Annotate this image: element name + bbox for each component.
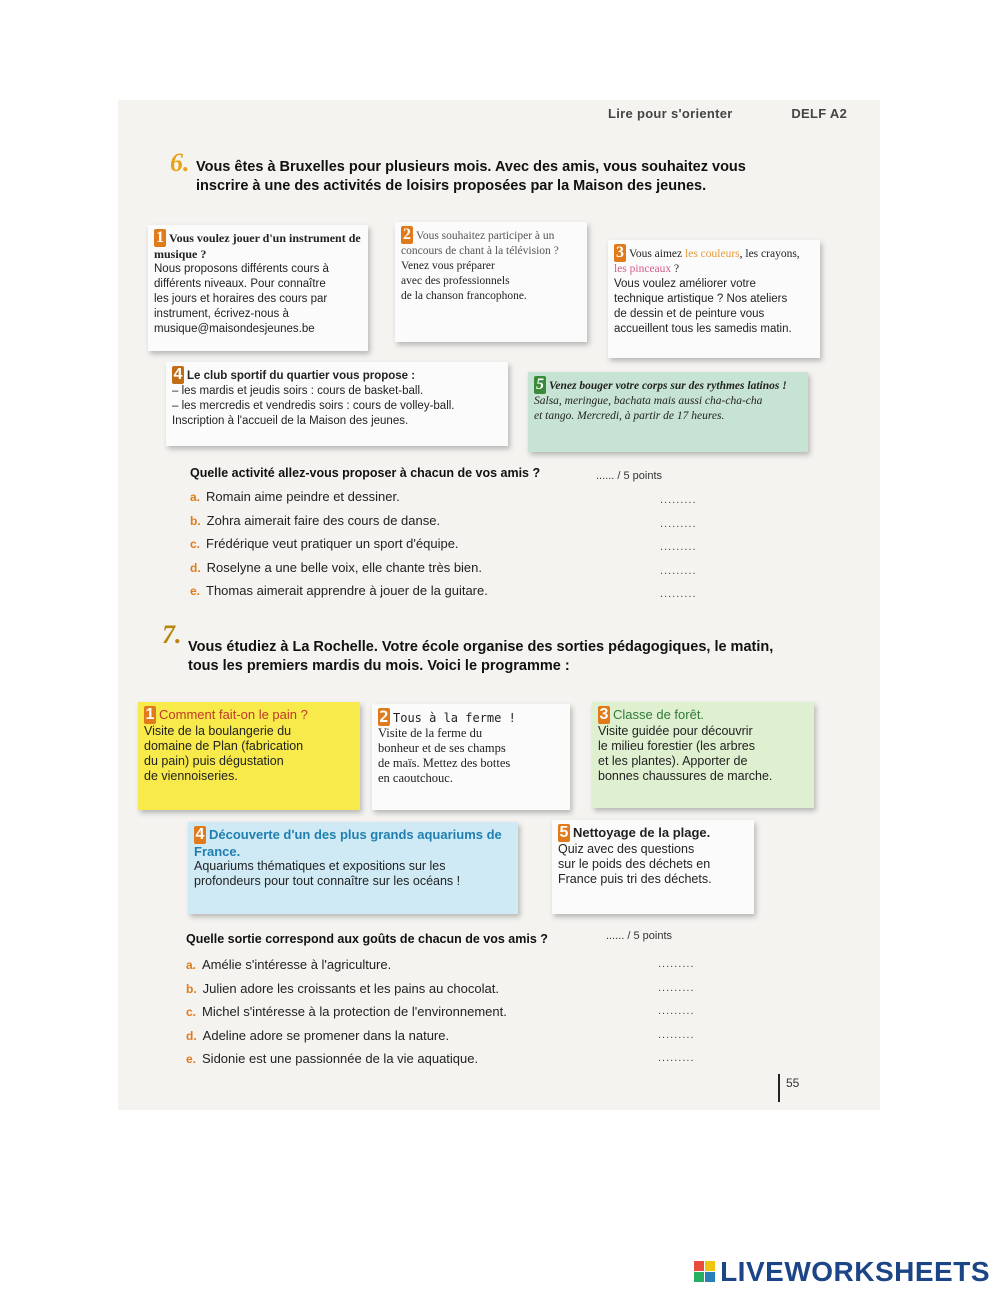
card-line: Salsa, meringue, bachata mais aussi cha-cha-cha xyxy=(534,395,763,407)
card-line: Visite de la ferme du xyxy=(378,726,483,740)
worksheet-page xyxy=(118,100,880,1110)
exercise-6-number: 6. xyxy=(170,148,190,177)
answer-blank[interactable]: ......... xyxy=(658,1028,695,1041)
item-letter: c. xyxy=(190,537,201,551)
card-line: – les mercredis et vendredis soirs : cours de volley-ball. xyxy=(172,400,455,412)
answer-blank[interactable]: ......... xyxy=(658,1052,695,1064)
card-title: Vous voulez jouer d'un instrument de musique ? xyxy=(154,231,361,261)
liveworksheets-logo: LIVEWORKSHEETS xyxy=(694,1256,990,1288)
card-number-badge: 2 xyxy=(379,707,389,726)
card-line: – les mardis et jeudis soirs : cours de basket-ball. xyxy=(172,385,424,397)
card-line: le milieu forestier (les arbres xyxy=(598,739,755,753)
item-letter: b. xyxy=(186,981,197,996)
card-line: avec des professionnels xyxy=(401,275,510,287)
ex6-card-1 xyxy=(148,225,368,351)
card-line: Inscription à l'accueil de la Maison des jeunes. xyxy=(172,415,409,427)
item-letter: d. xyxy=(186,1028,197,1043)
card-line: et les plantes). Apporter de xyxy=(598,754,748,768)
ex7-question: Quelle sortie correspond aux goûts de chacun de vos amis ? xyxy=(186,932,548,946)
list-item xyxy=(190,582,710,606)
card-line: Nous proposons différents cours à xyxy=(154,263,329,275)
card-title: Comment fait-on le pain ? xyxy=(159,707,308,722)
card-email: musique@maisondesjeunes.be xyxy=(154,323,315,335)
card-line: différents niveaux. Pour connaître xyxy=(154,278,326,290)
ex6-answer-list xyxy=(190,488,710,606)
list-item xyxy=(186,980,706,1004)
ex6-card-3 xyxy=(608,240,820,358)
card-title-part: ? xyxy=(671,263,680,275)
ex7-points: ...... / 5 points xyxy=(606,930,673,942)
running-header: Lire pour s'orienter DELF A2 xyxy=(608,106,848,121)
item-text: Romain aime peindre et dessiner. xyxy=(206,489,400,504)
card-title: Classe de forêt. xyxy=(613,707,705,722)
card-number-badge: 5 xyxy=(559,824,569,841)
item-text: Adeline adore se promener dans la nature. xyxy=(202,1027,450,1043)
answer-blank[interactable]: ......... xyxy=(660,494,697,506)
card-number-badge: 1 xyxy=(145,706,155,723)
item-letter: a. xyxy=(186,958,197,972)
page-number-divider xyxy=(778,1074,780,1102)
item-letter: e. xyxy=(186,1052,197,1066)
card-line: de viennoiseries. xyxy=(144,769,238,783)
card-title: Découverte d'un des plus grands aquariums de France. xyxy=(194,827,502,859)
card-line: en caoutchouc. xyxy=(378,771,453,785)
card-line: de dessin et de peinture vous xyxy=(614,308,765,320)
item-text: Roselyne a une belle voix, elle chante très bien. xyxy=(206,559,483,575)
card-line: technique artistique ? Nos ateliers xyxy=(614,293,788,305)
ex6-points: ...... / 5 points xyxy=(596,470,663,482)
item-letter: d. xyxy=(190,560,201,575)
card-number-badge: 2 xyxy=(403,226,411,243)
list-item xyxy=(186,1027,706,1051)
card-number-badge: 5 xyxy=(536,376,544,393)
answer-blank[interactable]: ......... xyxy=(658,981,695,994)
card-line: de la chanson francophone. xyxy=(401,290,527,302)
item-text: Amélie s'intéresse à l'agriculture. xyxy=(202,957,392,972)
card-line: accueillent tous les samedis matin. xyxy=(614,323,792,335)
list-item xyxy=(190,559,710,583)
page-number: 55 xyxy=(786,1076,800,1090)
item-letter: a. xyxy=(190,490,201,504)
answer-blank[interactable]: ......... xyxy=(660,588,697,600)
card-line: de maïs. Mettez des bottes xyxy=(378,756,511,770)
card-number-badge: 3 xyxy=(599,706,609,723)
card-line: Venez vous préparer xyxy=(401,260,495,272)
answer-blank[interactable]: ......... xyxy=(660,517,697,530)
card-title-part: , les crayons, xyxy=(739,248,800,260)
answer-blank[interactable]: ......... xyxy=(660,541,697,553)
item-text: Frédérique veut pratiquer un sport d'équipe. xyxy=(206,536,459,551)
card-line: Visite de la boulangerie du xyxy=(144,724,292,738)
item-text: Thomas aimerait apprendre à jouer de la guitare. xyxy=(206,583,488,598)
card-line: les jours et horaires des cours par xyxy=(154,293,328,305)
item-text: Sidonie est une passionnée de la vie aquatique. xyxy=(202,1051,479,1066)
card-line: domaine de Plan (fabrication xyxy=(144,739,304,753)
card-title: Venez bouger votre corps sur des rythmes latinos ! xyxy=(549,380,787,392)
liveworksheets-icon xyxy=(694,1261,716,1283)
card-title-part: Vous aimez xyxy=(629,248,686,260)
item-text: Julien adore les croissants et les pains au chocolat. xyxy=(202,980,499,996)
list-item xyxy=(190,535,710,559)
card-line: profondeurs pour tout connaître sur les océans ! xyxy=(194,874,461,888)
exercise-7-title: Vous étudiez à La Rochelle. Votre école organise des sorties pédagogiques, le matin, tous les premiers mardis du mois. Voici le programme : xyxy=(188,639,774,674)
list-item xyxy=(186,1003,706,1027)
card-line: Vous voulez améliorer votre xyxy=(614,278,756,290)
card-line: sur le poids des déchets en xyxy=(558,857,711,871)
item-letter: e. xyxy=(190,584,201,598)
ex6-card-5 xyxy=(528,372,808,452)
list-item xyxy=(186,1050,706,1074)
ex6-question: Quelle activité allez-vous proposer à chacun de vos amis ? xyxy=(190,466,541,480)
ex7-card-2 xyxy=(372,704,570,810)
card-line: Aquariums thématiques et expositions sur les xyxy=(194,859,446,873)
list-item xyxy=(186,956,706,980)
card-line: bonheur et de ses champs xyxy=(378,741,506,755)
card-line: du pain) puis dégustation xyxy=(144,754,284,768)
card-number-badge: 1 xyxy=(156,229,164,246)
card-line: instrument, écrivez-nous à xyxy=(154,308,289,320)
answer-blank[interactable]: ......... xyxy=(658,958,695,970)
card-title: Le club sportif du quartier vous propose : xyxy=(187,370,416,382)
item-text: Zohra aimerait faire des cours de danse. xyxy=(206,512,441,528)
list-item xyxy=(190,512,710,536)
ex7-card-5 xyxy=(552,820,754,914)
ex6-card-2 xyxy=(395,222,587,342)
ex7-card-4 xyxy=(188,822,518,914)
card-title: Vous souhaitez participer à un concours de chant à la télévision ? xyxy=(401,230,559,257)
item-text: Michel s'intéresse à la protection de l'environnement. xyxy=(202,1004,507,1019)
card-title: Nettoyage de la plage. xyxy=(573,825,711,840)
exercise-6-title: Vous êtes à Bruxelles pour plusieurs mois. Avec des amis, vous souhaitez vous inscrire à une des activités de loisirs proposées par la Maison des jeunes. xyxy=(196,159,746,194)
card-title-colored: les pinceaux xyxy=(614,263,672,275)
card-title-colored: les couleurs xyxy=(685,248,740,260)
card-line: Visite guidée pour découvrir xyxy=(598,724,753,738)
item-letter: c. xyxy=(186,1005,197,1019)
exercise-7-number: 7. xyxy=(162,620,182,649)
card-line: France puis tri des déchets. xyxy=(558,872,712,886)
card-title: Tous à la ferme ! xyxy=(393,711,516,725)
card-line: bonnes chaussures de marche. xyxy=(598,769,773,783)
card-number-badge: 4 xyxy=(195,826,205,843)
card-line: Quiz avec des questions xyxy=(558,842,695,856)
card-line: et tango. Mercredi, à partir de 17 heures. xyxy=(534,410,725,422)
item-letter: b. xyxy=(190,513,201,528)
ex6-card-4 xyxy=(166,362,508,446)
ex7-answer-list xyxy=(186,956,706,1074)
card-number-badge: 3 xyxy=(616,244,624,261)
card-number-badge: 4 xyxy=(173,366,183,383)
ex7-card-1 xyxy=(138,702,360,810)
answer-blank[interactable]: ......... xyxy=(660,564,697,577)
answer-blank[interactable]: ......... xyxy=(658,1005,695,1017)
list-item xyxy=(190,488,710,512)
ex7-card-3 xyxy=(592,702,814,808)
